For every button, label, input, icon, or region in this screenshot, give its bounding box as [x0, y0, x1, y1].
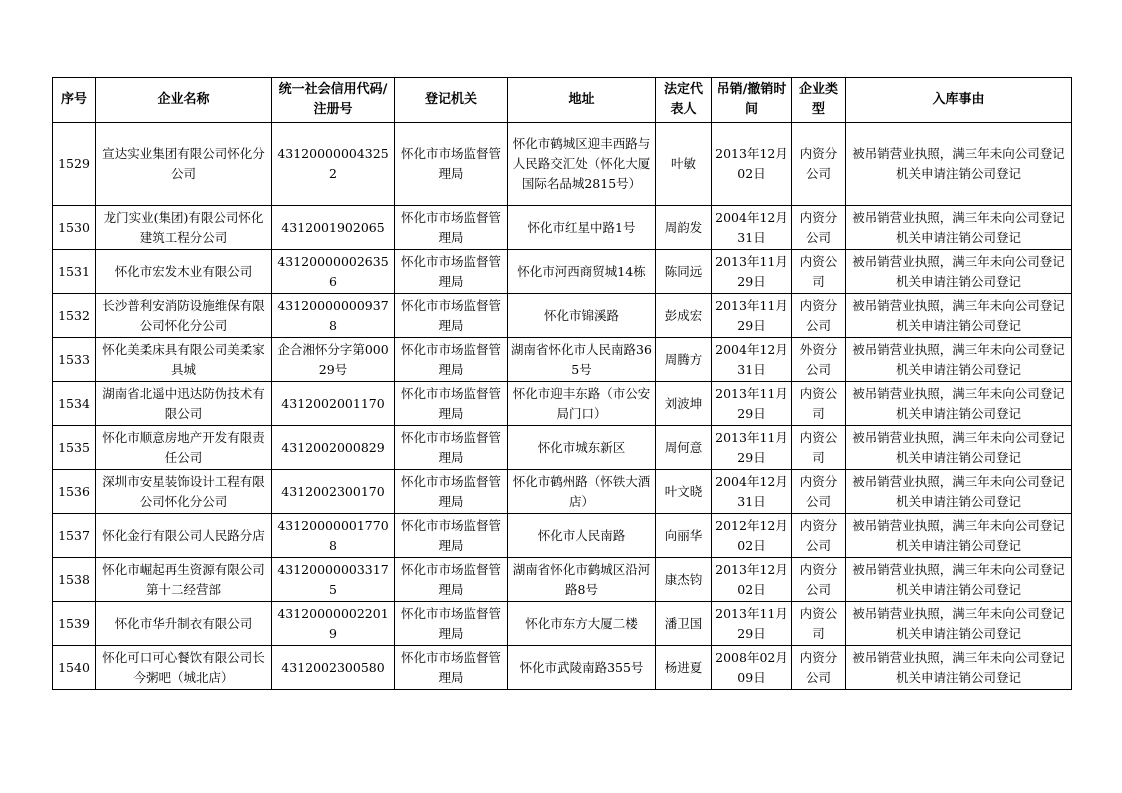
cell-address: 怀化市武陵南路355号 — [508, 646, 656, 690]
cell-revoke-time: 2012年12月02日 — [712, 514, 792, 558]
cell-address: 怀化市迎丰东路（市公安局门口） — [508, 382, 656, 426]
cell-name: 长沙普利安消防设施维保有限公司怀化分公司 — [96, 294, 272, 338]
cell-code: 431200000009378 — [272, 294, 395, 338]
cell-authority: 怀化市市场监督管理局 — [395, 294, 508, 338]
header-name: 企业名称 — [96, 78, 272, 123]
table-row — [53, 646, 1072, 690]
cell-reason: 被吊销营业执照，满三年未向公司登记机关申请注销公司登记 — [846, 206, 1072, 250]
table-header — [53, 78, 1072, 123]
cell-reason: 被吊销营业执照，满三年未向公司登记机关申请注销公司登记 — [846, 294, 1072, 338]
cell-name: 怀化美柔床具有限公司美柔家具城 — [96, 338, 272, 382]
header-code: 统一社会信用代码/注册号 — [272, 78, 395, 123]
cell-authority: 怀化市市场监督管理局 — [395, 123, 508, 206]
cell-code: 4312002300580 — [272, 646, 395, 690]
cell-authority: 怀化市市场监督管理局 — [395, 426, 508, 470]
header-row — [53, 78, 1072, 123]
cell-rep: 杨进夏 — [656, 646, 712, 690]
header-address: 地址 — [508, 78, 656, 123]
cell-type: 内资公司 — [792, 602, 846, 646]
cell-type: 内资公司 — [792, 426, 846, 470]
cell-authority: 怀化市市场监督管理局 — [395, 514, 508, 558]
cell-code: 企合湘怀分字第00029号 — [272, 338, 395, 382]
cell-type: 内资公司 — [792, 382, 846, 426]
header-revoke-time: 吊销/撤销时间 — [712, 78, 792, 123]
cell-revoke-time: 2004年12月31日 — [712, 470, 792, 514]
header-rep: 法定代表人 — [656, 78, 712, 123]
cell-name: 龙门实业(集团)有限公司怀化建筑工程分公司 — [96, 206, 272, 250]
table-row — [53, 338, 1072, 382]
header-reason: 入库事由 — [846, 78, 1072, 123]
cell-address: 湖南省怀化市人民南路365号 — [508, 338, 656, 382]
header-type: 企业类型 — [792, 78, 846, 123]
cell-authority: 怀化市市场监督管理局 — [395, 602, 508, 646]
cell-authority: 怀化市市场监督管理局 — [395, 338, 508, 382]
cell-revoke-time: 2013年11月29日 — [712, 294, 792, 338]
cell-rep: 叶文晓 — [656, 470, 712, 514]
cell-reason: 被吊销营业执照，满三年未向公司登记机关申请注销公司登记 — [846, 382, 1072, 426]
cell-seq: 1538 — [53, 558, 96, 602]
table-row — [53, 470, 1072, 514]
cell-seq: 1533 — [53, 338, 96, 382]
cell-code: 4312002300170 — [272, 470, 395, 514]
cell-rep: 彭成宏 — [656, 294, 712, 338]
table-row — [53, 426, 1072, 470]
cell-type: 外资分公司 — [792, 338, 846, 382]
cell-authority: 怀化市市场监督管理局 — [395, 382, 508, 426]
cell-reason: 被吊销营业执照，满三年未向公司登记机关申请注销公司登记 — [846, 558, 1072, 602]
cell-name: 怀化可口可心餐饮有限公司长今粥吧（城北店） — [96, 646, 272, 690]
cell-seq: 1534 — [53, 382, 96, 426]
cell-revoke-time: 2013年12月02日 — [712, 123, 792, 206]
cell-name: 湖南省北遥中迅达防伪技术有限公司 — [96, 382, 272, 426]
cell-seq: 1532 — [53, 294, 96, 338]
cell-revoke-time: 2013年12月02日 — [712, 558, 792, 602]
cell-authority: 怀化市市场监督管理局 — [395, 470, 508, 514]
cell-type: 内资分公司 — [792, 646, 846, 690]
cell-rep: 康杰钧 — [656, 558, 712, 602]
cell-reason: 被吊销营业执照，满三年未向公司登记机关申请注销公司登记 — [846, 602, 1072, 646]
cell-type: 内资分公司 — [792, 123, 846, 206]
cell-address: 湖南省怀化市鹤城区沿河路8号 — [508, 558, 656, 602]
cell-seq: 1529 — [53, 123, 96, 206]
header-seq: 序号 — [53, 78, 96, 123]
cell-reason: 被吊销营业执照，满三年未向公司登记机关申请注销公司登记 — [846, 250, 1072, 294]
cell-seq: 1539 — [53, 602, 96, 646]
cell-rep: 周何意 — [656, 426, 712, 470]
table-row — [53, 250, 1072, 294]
cell-address: 怀化市锦溪路 — [508, 294, 656, 338]
cell-revoke-time: 2008年02月09日 — [712, 646, 792, 690]
enterprise-table — [52, 77, 1072, 690]
cell-authority: 怀化市市场监督管理局 — [395, 558, 508, 602]
table-row — [53, 514, 1072, 558]
cell-code: 431200000017708 — [272, 514, 395, 558]
cell-seq: 1530 — [53, 206, 96, 250]
cell-rep: 潘卫国 — [656, 602, 712, 646]
cell-reason: 被吊销营业执照，满三年未向公司登记机关申请注销公司登记 — [846, 123, 1072, 206]
cell-name: 怀化金行有限公司人民路分店 — [96, 514, 272, 558]
cell-address: 怀化市城东新区 — [508, 426, 656, 470]
cell-rep: 向丽华 — [656, 514, 712, 558]
cell-seq: 1531 — [53, 250, 96, 294]
cell-address: 怀化市红星中路1号 — [508, 206, 656, 250]
cell-type: 内资分公司 — [792, 514, 846, 558]
cell-code: 4312001902065 — [272, 206, 395, 250]
cell-type: 内资分公司 — [792, 294, 846, 338]
cell-name: 怀化市宏发木业有限公司 — [96, 250, 272, 294]
cell-code: 431200000033175 — [272, 558, 395, 602]
cell-address: 怀化市鹤州路（怀铁大酒店） — [508, 470, 656, 514]
cell-revoke-time: 2013年11月29日 — [712, 250, 792, 294]
table-row — [53, 206, 1072, 250]
cell-name: 怀化市顺意房地产开发有限责任公司 — [96, 426, 272, 470]
cell-reason: 被吊销营业执照，满三年未向公司登记机关申请注销公司登记 — [846, 338, 1072, 382]
cell-address: 怀化市河西商贸城14栋 — [508, 250, 656, 294]
cell-authority: 怀化市市场监督管理局 — [395, 646, 508, 690]
cell-code: 4312002001170 — [272, 382, 395, 426]
cell-seq: 1535 — [53, 426, 96, 470]
cell-address: 怀化市鹤城区迎丰西路与人民路交汇处（怀化大厦国际名品城2815号） — [508, 123, 656, 206]
cell-authority: 怀化市市场监督管理局 — [395, 206, 508, 250]
cell-code: 431200000043252 — [272, 123, 395, 206]
cell-revoke-time: 2013年11月29日 — [712, 382, 792, 426]
cell-rep: 叶敏 — [656, 123, 712, 206]
cell-seq: 1540 — [53, 646, 96, 690]
cell-seq: 1537 — [53, 514, 96, 558]
table-row — [53, 294, 1072, 338]
cell-name: 深圳市安星装饰设计工程有限公司怀化分公司 — [96, 470, 272, 514]
header-authority: 登记机关 — [395, 78, 508, 123]
cell-name: 宣达实业集团有限公司怀化分公司 — [96, 123, 272, 206]
cell-type: 内资分公司 — [792, 470, 846, 514]
cell-revoke-time: 2004年12月31日 — [712, 206, 792, 250]
cell-seq: 1536 — [53, 470, 96, 514]
table-row — [53, 558, 1072, 602]
cell-name: 怀化市华升制衣有限公司 — [96, 602, 272, 646]
cell-rep: 刘波坤 — [656, 382, 712, 426]
table-row — [53, 123, 1072, 206]
cell-reason: 被吊销营业执照，满三年未向公司登记机关申请注销公司登记 — [846, 514, 1072, 558]
cell-reason: 被吊销营业执照，满三年未向公司登记机关申请注销公司登记 — [846, 470, 1072, 514]
cell-type: 内资分公司 — [792, 558, 846, 602]
cell-type: 内资公司 — [792, 250, 846, 294]
cell-reason: 被吊销营业执照，满三年未向公司登记机关申请注销公司登记 — [846, 426, 1072, 470]
cell-reason: 被吊销营业执照，满三年未向公司登记机关申请注销公司登记 — [846, 646, 1072, 690]
cell-rep: 周腾方 — [656, 338, 712, 382]
cell-revoke-time: 2013年11月29日 — [712, 602, 792, 646]
cell-type: 内资分公司 — [792, 206, 846, 250]
table-body — [53, 123, 1072, 690]
cell-revoke-time: 2004年12月31日 — [712, 338, 792, 382]
cell-code: 431200000022019 — [272, 602, 395, 646]
cell-revoke-time: 2013年11月29日 — [712, 426, 792, 470]
cell-rep: 周韵发 — [656, 206, 712, 250]
table-row — [53, 602, 1072, 646]
cell-rep: 陈同远 — [656, 250, 712, 294]
cell-address: 怀化市人民南路 — [508, 514, 656, 558]
cell-authority: 怀化市市场监督管理局 — [395, 250, 508, 294]
cell-code: 4312002000829 — [272, 426, 395, 470]
cell-code: 431200000026356 — [272, 250, 395, 294]
table-row — [53, 382, 1072, 426]
cell-name: 怀化市崛起再生资源有限公司第十二经营部 — [96, 558, 272, 602]
cell-address: 怀化市东方大厦二楼 — [508, 602, 656, 646]
